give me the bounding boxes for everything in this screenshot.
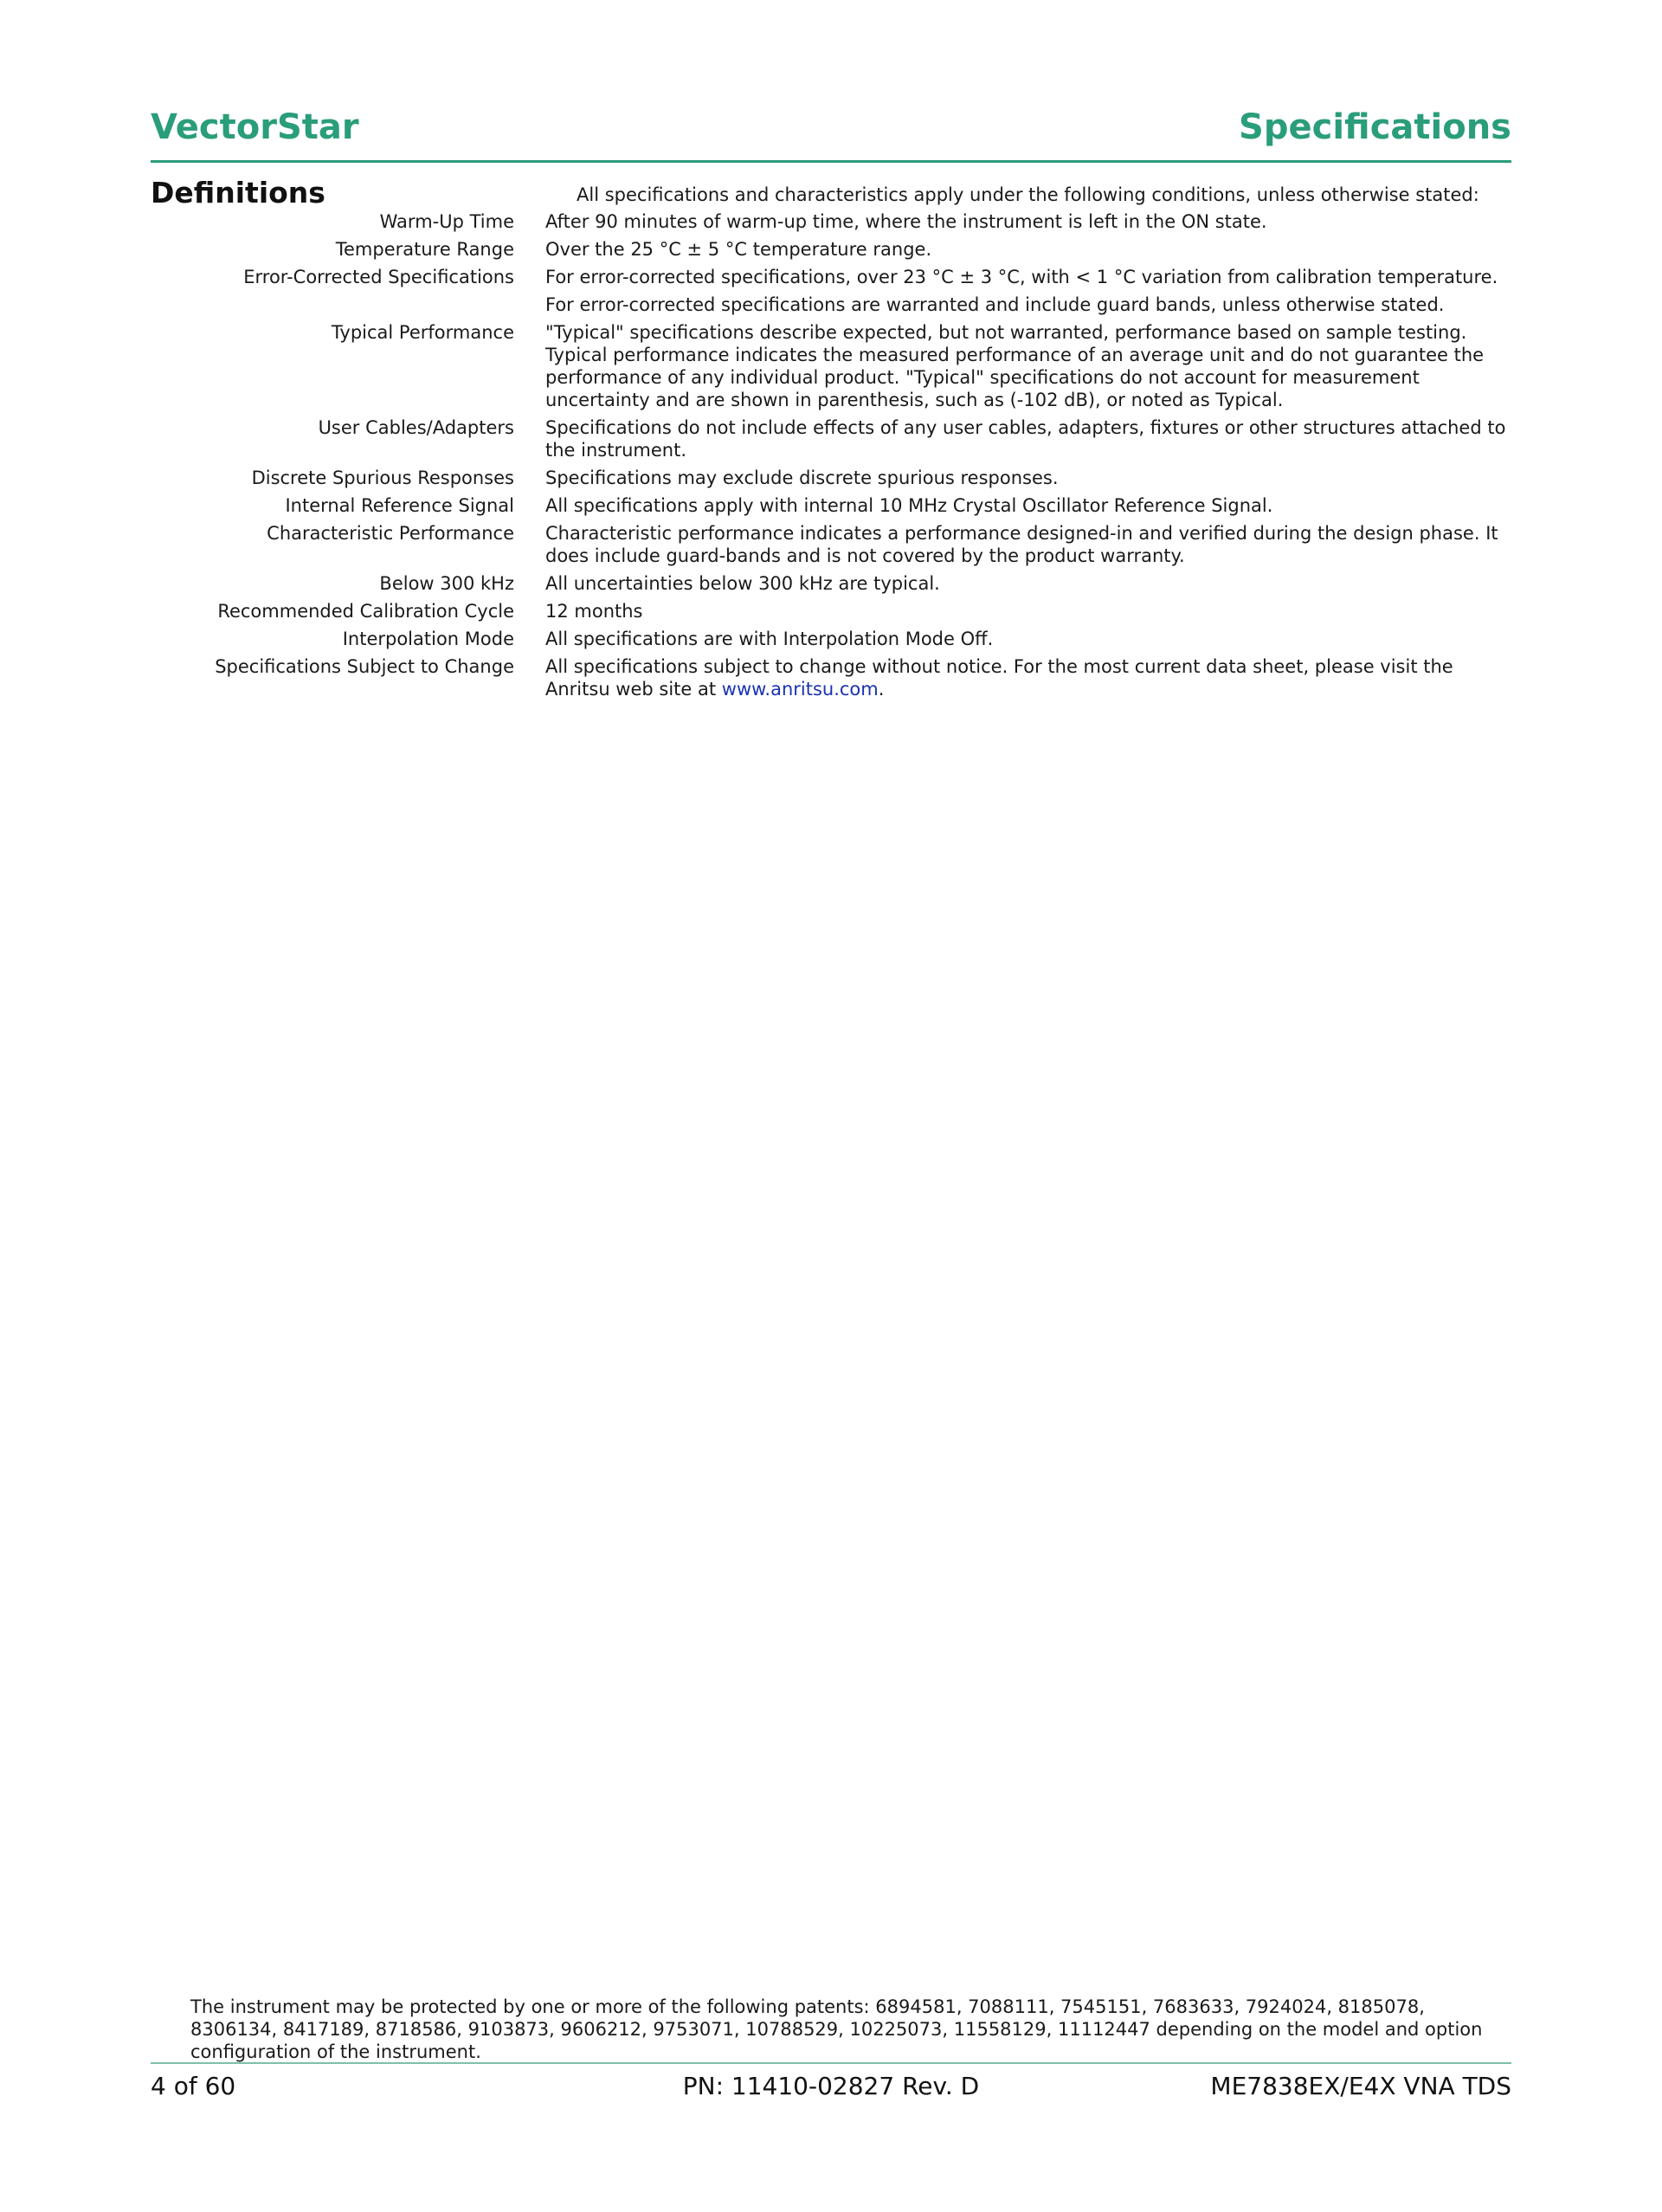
definition-description bbox=[545, 600, 1511, 622]
definition-row bbox=[151, 321, 1511, 411]
definition-row bbox=[151, 494, 1511, 517]
definitions-list bbox=[151, 210, 1511, 706]
definition-row bbox=[151, 210, 1511, 233]
definitions-heading: Definitions bbox=[151, 176, 325, 210]
definition-text-end: . bbox=[878, 679, 885, 700]
definition-term: User Cables/Adapters bbox=[318, 417, 514, 438]
definition-text: All uncertainties below 300 kHz are typical. bbox=[545, 573, 940, 594]
definition-description bbox=[545, 628, 1511, 650]
definition-description bbox=[545, 655, 1511, 700]
definition-row bbox=[151, 572, 1511, 595]
section-title: Specifications bbox=[1239, 107, 1511, 147]
definition-row bbox=[151, 600, 1511, 622]
definition-text: All specifications are with Interpolation Mode Off. bbox=[545, 629, 994, 649]
definition-text: All specifications subject to change without notice. For the most current data sheet, please visit the Anritsu web site at bbox=[545, 656, 1453, 700]
definition-text: 12 months bbox=[545, 601, 643, 622]
definition-term: Below 300 kHz bbox=[379, 573, 514, 594]
definition-term: Recommended Calibration Cycle bbox=[217, 601, 514, 622]
definition-term: Typical Performance bbox=[331, 322, 514, 343]
definition-text: Characteristic performance indicates a performance designed-in and verified during the design phase. It does include guard-bands and is not covered by the product warranty. bbox=[545, 523, 1498, 566]
definitions-intro: All specifications and characteristics apply under the following conditions, unless otherwise stated: bbox=[577, 184, 1479, 205]
part-number: PN: 11410-02827 Rev. D bbox=[682, 2072, 980, 2100]
definition-term: Internal Reference Signal bbox=[285, 495, 514, 516]
definition-text: "Typical" specifications describe expected, but not warranted, performance based on sample testing. Typical performance indicates the measured performance of an average unit and do not guarantee the performance of any individual product. "Typical" specifications do not account for measurement uncertainty and are shown in parenthesis, such as (-102 dB), or noted as Typical. bbox=[545, 322, 1485, 410]
definition-description bbox=[545, 416, 1511, 461]
definition-row bbox=[151, 266, 1511, 316]
definition-term: Temperature Range bbox=[335, 239, 514, 260]
definition-text: Over the 25 °C ± 5 °C temperature range. bbox=[545, 239, 932, 260]
definition-row bbox=[151, 238, 1511, 261]
definition-description bbox=[545, 321, 1511, 411]
definition-text: For error-corrected specifications, over 23 °C ± 3 °C, with < 1 °C variation from calibration temperature. bbox=[545, 267, 1498, 287]
document-title: ME7838EX/E4X VNA TDS bbox=[1210, 2072, 1511, 2100]
definition-row bbox=[151, 416, 1511, 461]
definition-description bbox=[545, 238, 1511, 261]
definition-description bbox=[545, 522, 1511, 567]
definition-row bbox=[151, 655, 1511, 700]
anritsu-website-link[interactable]: www.anritsu.com bbox=[721, 679, 879, 700]
definition-term: Characteristic Performance bbox=[267, 523, 514, 544]
footer-divider bbox=[151, 2062, 1511, 2064]
definition-text: After 90 minutes of warm-up time, where the instrument is left in the ON state. bbox=[545, 211, 1267, 232]
definition-term: Error-Corrected Specifications bbox=[243, 267, 514, 287]
definition-term: Warm-Up Time bbox=[379, 211, 514, 232]
patent-notice: The instrument may be protected by one or more of the following patents: 6894581, 7088111, 7545151, 7683633, 7924024, 8185078, 8306134, 8417189, 8718586, 9103873, 9606212, 9753071, 10788529, 10225073, 11558129, 11112447 depending on the model and option configuration of the instrument. bbox=[190, 1996, 1483, 2062]
definition-description bbox=[545, 266, 1511, 316]
definition-term: Specifications Subject to Change bbox=[215, 656, 514, 677]
definition-description bbox=[545, 572, 1511, 595]
definition-row bbox=[151, 522, 1511, 567]
definition-description bbox=[545, 210, 1511, 233]
page-header bbox=[151, 102, 1511, 163]
definition-text: For error-corrected specifications are warranted and include guard bands, unless otherwise stated. bbox=[545, 294, 1445, 315]
definition-text: Specifications may exclude discrete spurious responses. bbox=[545, 468, 1059, 488]
brand-title: VectorStar bbox=[151, 107, 359, 147]
definition-term: Discrete Spurious Responses bbox=[251, 468, 514, 488]
definition-description bbox=[545, 494, 1511, 517]
definition-term: Interpolation Mode bbox=[342, 629, 514, 649]
definition-row bbox=[151, 467, 1511, 489]
definition-text: All specifications apply with internal 10 MHz Crystal Oscillator Reference Signal. bbox=[545, 495, 1273, 516]
definition-row bbox=[151, 628, 1511, 650]
definition-text: Specifications do not include effects of any user cables, adapters, fixtures or other structures attached to the instrument. bbox=[545, 417, 1506, 461]
definition-description bbox=[545, 467, 1511, 489]
page-number: 4 of 60 bbox=[151, 2072, 236, 2100]
page-footer bbox=[151, 2071, 1511, 2102]
